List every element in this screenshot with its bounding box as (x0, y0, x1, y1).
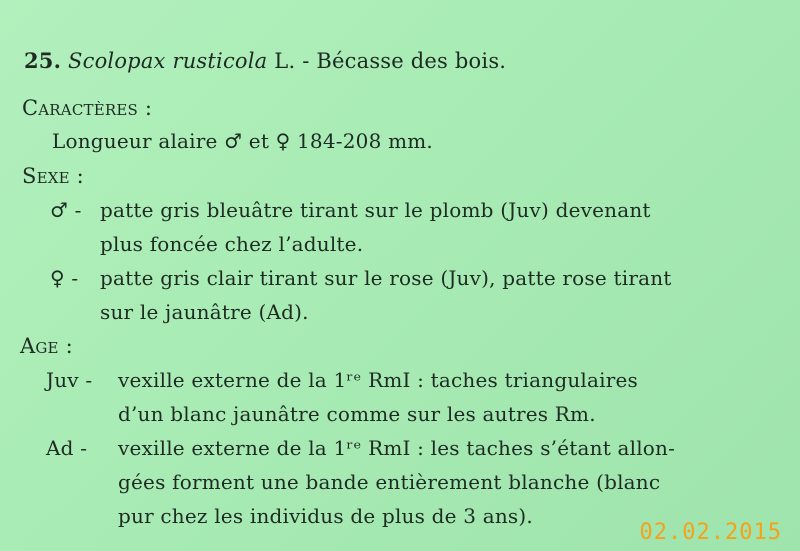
female-line-2: sur le jaunâtre (Ad). (100, 300, 309, 324)
juv-line-2: d’un blanc jaunâtre comme sur les autres Rm. (118, 402, 596, 426)
male-line-2: plus foncée chez l’adulte. (100, 232, 364, 256)
author: L. (274, 49, 296, 73)
entry-number: 25. (24, 48, 62, 73)
male-line-1: patte gris bleuâtre tirant sur le plomb (Juv) devenant (100, 198, 651, 222)
ad-label: Ad - (46, 436, 88, 460)
juv-label: Juv - (46, 368, 93, 392)
entry-title (24, 48, 506, 73)
ad-line-2: gées forment une bande entièrement blanche (blanc (118, 470, 661, 494)
caracteres-heading: Caractères : (22, 96, 153, 120)
date-stamp: 02.02.2015 (639, 520, 782, 545)
caracteres-line: Longueur alaire ♂ et ♀ 184-208 mm. (52, 129, 433, 153)
scientific-name: Scolopax rusticola (68, 49, 268, 73)
female-line-1: patte gris clair tirant sur le rose (Juv), patte rose tirant (100, 266, 672, 290)
male-marker: ♂ - (50, 198, 82, 222)
age-heading: Age : (20, 334, 73, 358)
female-marker: ♀ - (50, 266, 79, 290)
ad-line-3: pur chez les individus de plus de 3 ans). (118, 504, 533, 528)
common-name: - Bécasse des bois. (302, 49, 507, 73)
sexe-heading: Sexe : (22, 164, 84, 188)
juv-line-1: vexille externe de la 1ʳᵉ RmI : taches triangulaires (118, 368, 638, 392)
ad-line-1: vexille externe de la 1ʳᵉ RmI : les taches s’étant allon- (118, 436, 676, 460)
